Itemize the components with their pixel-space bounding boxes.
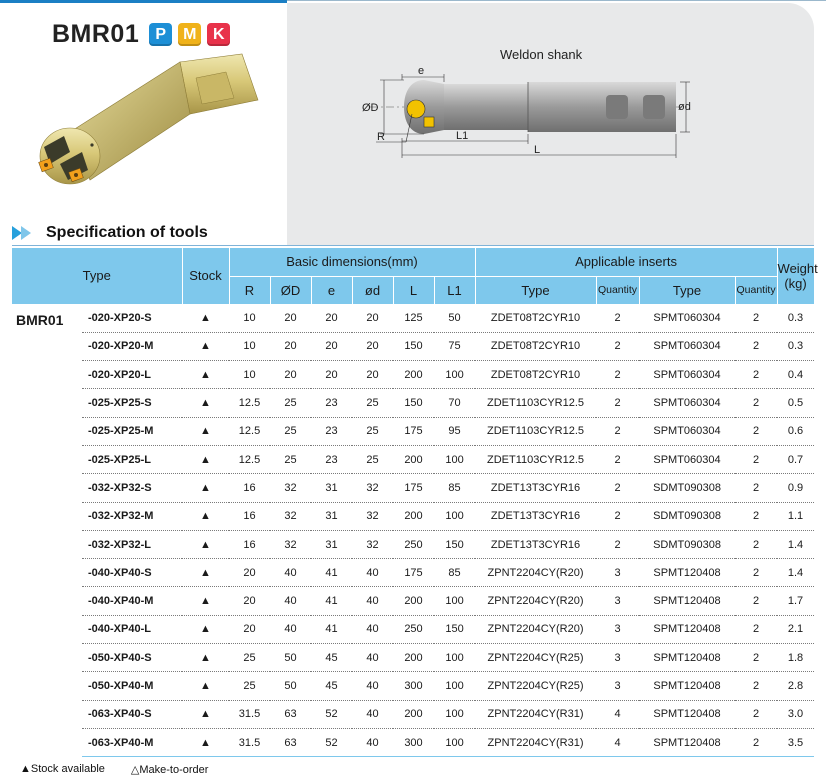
cell-ins1: ZDET13T3CYR16 (475, 474, 596, 502)
dim-d-label: ød (678, 101, 691, 113)
cell-L: 200 (393, 644, 434, 672)
cell-type: -020-XP20-L (82, 361, 182, 389)
top-rule (287, 0, 826, 1)
cell-e: 41 (311, 587, 352, 615)
cell-q1: 2 (596, 304, 639, 332)
cell-D: 32 (270, 530, 311, 558)
cell-stock: ▲ (182, 615, 229, 643)
cell-e: 20 (311, 332, 352, 360)
material-badge-p: P (149, 23, 172, 46)
header-quantity-1: Quantity (596, 276, 639, 304)
cell-D: 50 (270, 672, 311, 700)
cell-ins2: SPMT060304 (639, 304, 735, 332)
cell-w: 2.8 (777, 672, 814, 700)
cell-L1: 100 (434, 728, 475, 756)
cell-q2: 2 (735, 361, 777, 389)
cell-ins1: ZPNT2204CY(R25) (475, 672, 596, 700)
header-weight (777, 248, 818, 304)
cell-L1: 150 (434, 530, 475, 558)
cell-d: 32 (352, 530, 393, 558)
dim-R-label: R (377, 131, 385, 143)
cell-ins2: SPMT120408 (639, 559, 735, 587)
cell-ins2: SPMT060304 (639, 389, 735, 417)
header-weight-unit: (kg) (784, 275, 807, 291)
header-weight-label: Weight (777, 260, 818, 276)
cell-q2: 2 (735, 587, 777, 615)
cell-R: 12.5 (229, 389, 270, 417)
table-row (12, 615, 814, 643)
weldon-shank-diagram (360, 62, 700, 172)
cell-w: 1.7 (777, 587, 814, 615)
cell-stock: ▲ (182, 502, 229, 530)
header-L1: L1 (434, 276, 475, 304)
cell-ins1: ZDET1103CYR12.5 (475, 389, 596, 417)
cell-d: 25 (352, 389, 393, 417)
cell-w: 1.1 (777, 502, 814, 530)
cell-R: 12.5 (229, 417, 270, 445)
cell-ins1: ZPNT2204CY(R20) (475, 559, 596, 587)
cell-d: 40 (352, 700, 393, 728)
cell-D: 63 (270, 700, 311, 728)
cell-w: 0.7 (777, 445, 814, 473)
header-D: ØD (270, 276, 311, 304)
table-row (12, 728, 814, 756)
cell-D: 40 (270, 559, 311, 587)
cell-L: 175 (393, 417, 434, 445)
cell-stock: ▲ (182, 559, 229, 587)
header-applicable-inserts: Applicable inserts (475, 248, 777, 276)
cell-D: 20 (270, 304, 311, 332)
cell-L1: 150 (434, 615, 475, 643)
product-title-block (52, 20, 230, 49)
cell-q1: 3 (596, 672, 639, 700)
cell-ins1: ZPNT2204CY(R25) (475, 644, 596, 672)
cell-D: 32 (270, 502, 311, 530)
cell-q2: 2 (735, 474, 777, 502)
heading-rule (12, 245, 814, 246)
cell-R: 31.5 (229, 728, 270, 756)
cell-stock: ▲ (182, 700, 229, 728)
cell-ins2: SPMT120408 (639, 587, 735, 615)
table-row (12, 389, 814, 417)
cell-ins1: ZDET13T3CYR16 (475, 502, 596, 530)
cell-d: 40 (352, 728, 393, 756)
cell-L: 200 (393, 502, 434, 530)
cell-D: 40 (270, 587, 311, 615)
cell-L: 300 (393, 728, 434, 756)
cell-type: -040-XP40-L (82, 615, 182, 643)
header-quantity-2: Quantity (735, 276, 777, 304)
cell-q2: 2 (735, 530, 777, 558)
cell-e: 52 (311, 728, 352, 756)
cell-ins2: SPMT120408 (639, 700, 735, 728)
spec-table-body (12, 304, 814, 757)
cell-q2: 2 (735, 502, 777, 530)
cell-D: 32 (270, 474, 311, 502)
cell-q1: 2 (596, 502, 639, 530)
cell-L1: 50 (434, 304, 475, 332)
table-row (12, 559, 814, 587)
cell-q1: 3 (596, 559, 639, 587)
cell-stock: ▲ (182, 445, 229, 473)
table-row (12, 530, 814, 558)
cell-q1: 3 (596, 587, 639, 615)
cell-ins1: ZDET1103CYR12.5 (475, 417, 596, 445)
header-R: R (229, 276, 270, 304)
cell-ins1: ZPNT2204CY(R20) (475, 587, 596, 615)
cell-ins2: SDMT090308 (639, 530, 735, 558)
table-row (12, 332, 814, 360)
cell-q1: 4 (596, 700, 639, 728)
cell-ins1: ZDET1103CYR12.5 (475, 445, 596, 473)
cell-ins1: ZDET08T2CYR10 (475, 332, 596, 360)
cell-type: -063-XP40-M (82, 728, 182, 756)
cell-ins2: SPMT120408 (639, 672, 735, 700)
cell-type: -032-XP32-L (82, 530, 182, 558)
cell-R: 25 (229, 672, 270, 700)
cell-R: 20 (229, 559, 270, 587)
cell-L: 250 (393, 615, 434, 643)
cell-stock: ▲ (182, 644, 229, 672)
cell-d: 40 (352, 559, 393, 587)
cell-q1: 2 (596, 361, 639, 389)
header-insert-type-2: Type (639, 276, 735, 304)
header-d: ød (352, 276, 393, 304)
cell-d: 25 (352, 417, 393, 445)
cell-R: 12.5 (229, 445, 270, 473)
cell-L1: 100 (434, 445, 475, 473)
cell-R: 10 (229, 304, 270, 332)
cell-e: 20 (311, 361, 352, 389)
header-insert-type-1: Type (475, 276, 596, 304)
cell-q1: 2 (596, 474, 639, 502)
cell-L: 200 (393, 445, 434, 473)
cell-q2: 2 (735, 700, 777, 728)
table-row (12, 361, 814, 389)
cell-type: -050-XP40-S (82, 644, 182, 672)
cell-q2: 2 (735, 728, 777, 756)
table-row (12, 644, 814, 672)
cell-type: -025-XP25-L (82, 445, 182, 473)
cell-e: 31 (311, 502, 352, 530)
cell-stock: ▲ (182, 672, 229, 700)
cell-w: 1.4 (777, 530, 814, 558)
cell-w: 2.1 (777, 615, 814, 643)
cell-e: 41 (311, 559, 352, 587)
product-title: BMR01 (52, 20, 140, 48)
cell-R: 10 (229, 332, 270, 360)
cell-q2: 2 (735, 332, 777, 360)
table-row (12, 672, 814, 700)
cell-type: -063-XP40-S (82, 700, 182, 728)
cell-q2: 2 (735, 445, 777, 473)
cell-e: 45 (311, 644, 352, 672)
cell-type: -040-XP40-S (82, 559, 182, 587)
cell-D: 63 (270, 728, 311, 756)
cell-ins2: SPMT120408 (639, 728, 735, 756)
cell-e: 52 (311, 700, 352, 728)
cell-w: 3.0 (777, 700, 814, 728)
dim-L-label: L (534, 144, 541, 156)
cell-q1: 4 (596, 728, 639, 756)
spec-table (12, 248, 818, 757)
cell-q1: 2 (596, 389, 639, 417)
cell-R: 16 (229, 474, 270, 502)
diagram-title: Weldon shank (500, 47, 583, 62)
cell-q2: 2 (735, 672, 777, 700)
footnote-make-to-order: △Make-to-order (130, 764, 209, 776)
cell-R: 25 (229, 644, 270, 672)
cell-e: 31 (311, 474, 352, 502)
cell-ins2: SDMT090308 (639, 474, 735, 502)
header-type: Type (12, 248, 182, 304)
series-label: BMR01 (16, 311, 64, 328)
section-heading (12, 224, 208, 242)
cell-d: 32 (352, 502, 393, 530)
cell-ins2: SPMT060304 (639, 445, 735, 473)
cell-L1: 100 (434, 502, 475, 530)
cell-ins2: SPMT120408 (639, 615, 735, 643)
cell-q2: 2 (735, 304, 777, 332)
cell-ins1: ZPNT2204CY(R20) (475, 615, 596, 643)
table-row (12, 474, 814, 502)
cell-ins2: SDMT090308 (639, 502, 735, 530)
cell-q2: 2 (735, 417, 777, 445)
table-row (12, 700, 814, 728)
cell-q1: 2 (596, 445, 639, 473)
cell-d: 32 (352, 474, 393, 502)
cell-L: 150 (393, 389, 434, 417)
cell-L: 175 (393, 559, 434, 587)
cell-stock: ▲ (182, 474, 229, 502)
cell-d: 20 (352, 304, 393, 332)
section-heading-label: Specification of tools (46, 224, 208, 241)
cell-stock: ▲ (182, 304, 229, 332)
cell-R: 10 (229, 361, 270, 389)
cell-D: 20 (270, 361, 311, 389)
cell-type: -040-XP40-M (82, 587, 182, 615)
cell-w: 0.9 (777, 474, 814, 502)
cell-type: -032-XP32-S (82, 474, 182, 502)
footnote (20, 763, 208, 776)
cell-L1: 100 (434, 361, 475, 389)
cell-d: 40 (352, 644, 393, 672)
cell-w: 3.5 (777, 728, 814, 756)
dim-e-label: e (418, 65, 425, 77)
double-chevron-icon (12, 226, 36, 240)
cell-L1: 100 (434, 672, 475, 700)
table-row (12, 502, 814, 530)
cell-w: 0.5 (777, 389, 814, 417)
cell-D: 40 (270, 615, 311, 643)
cell-e: 23 (311, 417, 352, 445)
cell-d: 25 (352, 445, 393, 473)
cell-w: 0.3 (777, 304, 814, 332)
cell-ins2: SPMT060304 (639, 417, 735, 445)
cell-q1: 2 (596, 332, 639, 360)
cell-d: 20 (352, 332, 393, 360)
cell-e: 20 (311, 304, 352, 332)
cell-L: 300 (393, 672, 434, 700)
cell-w: 0.4 (777, 361, 814, 389)
header-basic-dimensions: Basic dimensions(mm) (229, 248, 475, 276)
cell-L: 200 (393, 700, 434, 728)
cell-q2: 2 (735, 615, 777, 643)
table-row (12, 445, 814, 473)
cell-type: -025-XP25-S (82, 389, 182, 417)
cell-L1: 70 (434, 389, 475, 417)
cell-D: 20 (270, 332, 311, 360)
cell-w: 1.8 (777, 644, 814, 672)
cell-type: -025-XP25-M (82, 417, 182, 445)
cell-L: 125 (393, 304, 434, 332)
cell-stock: ▲ (182, 389, 229, 417)
cell-d: 20 (352, 361, 393, 389)
cell-L1: 85 (434, 474, 475, 502)
cell-stock: ▲ (182, 361, 229, 389)
cell-L1: 95 (434, 417, 475, 445)
cell-D: 25 (270, 389, 311, 417)
cell-q1: 2 (596, 417, 639, 445)
cell-stock: ▲ (182, 530, 229, 558)
cell-D: 25 (270, 417, 311, 445)
cell-R: 20 (229, 615, 270, 643)
material-badge-k: K (207, 23, 230, 46)
dim-D-label: ØD (362, 102, 379, 114)
cell-q1: 2 (596, 530, 639, 558)
cell-L: 200 (393, 361, 434, 389)
cell-R: 16 (229, 502, 270, 530)
cell-L1: 100 (434, 644, 475, 672)
cell-e: 45 (311, 672, 352, 700)
dim-L1-label: L1 (456, 130, 469, 142)
cell-ins1: ZPNT2204CY(R31) (475, 700, 596, 728)
cell-type: -050-XP40-M (82, 672, 182, 700)
footnote-stock: ▲Stock available (20, 763, 105, 775)
cell-d: 40 (352, 672, 393, 700)
cell-L1: 75 (434, 332, 475, 360)
cell-q1: 3 (596, 615, 639, 643)
cell-w: 0.6 (777, 417, 814, 445)
cell-w: 0.3 (777, 332, 814, 360)
header-e: e (311, 276, 352, 304)
end-mill-product-image (30, 52, 270, 202)
cell-R: 31.5 (229, 700, 270, 728)
cell-D: 50 (270, 644, 311, 672)
table-row (12, 417, 814, 445)
cell-R: 20 (229, 587, 270, 615)
cell-stock: ▲ (182, 417, 229, 445)
cell-D: 25 (270, 445, 311, 473)
cell-q2: 2 (735, 644, 777, 672)
header-L: L (393, 276, 434, 304)
cell-L1: 100 (434, 700, 475, 728)
cell-ins1: ZDET13T3CYR16 (475, 530, 596, 558)
cell-d: 40 (352, 587, 393, 615)
header-stock: Stock (182, 248, 229, 304)
cell-w: 1.4 (777, 559, 814, 587)
cell-L1: 85 (434, 559, 475, 587)
cell-ins2: SPMT060304 (639, 332, 735, 360)
cell-ins2: SPMT120408 (639, 644, 735, 672)
cell-e: 41 (311, 615, 352, 643)
cell-ins1: ZDET08T2CYR10 (475, 304, 596, 332)
cell-type: -020-XP20-S (82, 304, 182, 332)
table-row (12, 304, 814, 332)
cell-type: -020-XP20-M (82, 332, 182, 360)
table-row (12, 587, 814, 615)
cell-e: 31 (311, 530, 352, 558)
cell-ins2: SPMT060304 (639, 361, 735, 389)
cell-L: 250 (393, 530, 434, 558)
cell-q1: 3 (596, 644, 639, 672)
cell-L1: 100 (434, 587, 475, 615)
cell-d: 40 (352, 615, 393, 643)
cell-R: 16 (229, 530, 270, 558)
cell-stock: ▲ (182, 728, 229, 756)
cell-stock: ▲ (182, 587, 229, 615)
cell-L: 150 (393, 332, 434, 360)
cell-type: -032-XP32-M (82, 502, 182, 530)
cell-e: 23 (311, 389, 352, 417)
cell-L: 200 (393, 587, 434, 615)
cell-q2: 2 (735, 389, 777, 417)
cell-q2: 2 (735, 559, 777, 587)
cell-ins1: ZPNT2204CY(R31) (475, 728, 596, 756)
cell-e: 23 (311, 445, 352, 473)
cell-stock: ▲ (182, 332, 229, 360)
material-badge-m: M (178, 23, 201, 46)
cell-L: 175 (393, 474, 434, 502)
cell-ins1: ZDET08T2CYR10 (475, 361, 596, 389)
